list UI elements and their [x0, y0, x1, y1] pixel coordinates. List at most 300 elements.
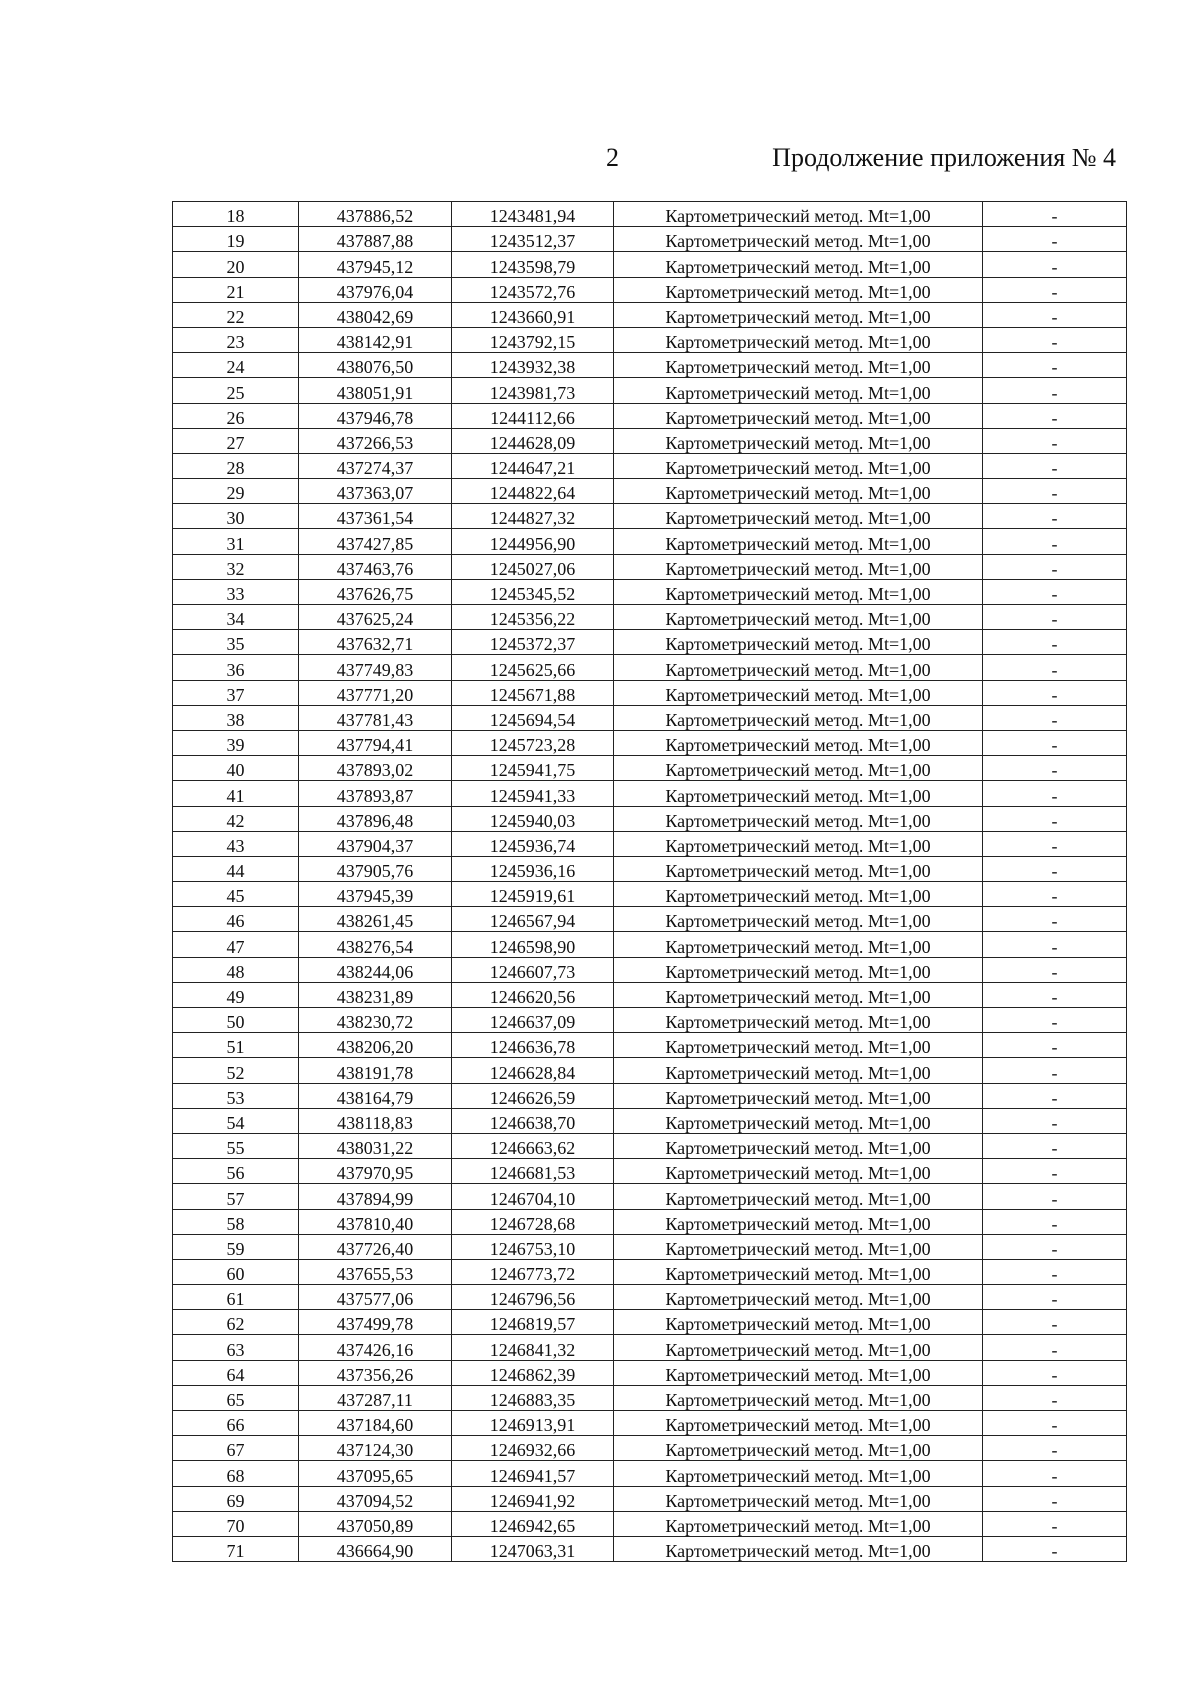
table-row [173, 1209, 1127, 1234]
y-coordinate-cell: 1246607,73 [452, 957, 614, 982]
method-cell: Картометрический метод. Mt=1,00 [614, 781, 983, 806]
x-coordinate-cell: 438042,69 [299, 302, 452, 327]
note-cell: - [983, 1536, 1127, 1561]
note-cell: - [983, 554, 1127, 579]
method-cell: Картометрический метод. Mt=1,00 [614, 227, 983, 252]
y-coordinate-cell: 1245936,74 [452, 831, 614, 856]
y-coordinate-cell: 1245625,66 [452, 655, 614, 680]
note-cell: - [983, 705, 1127, 730]
table-row [173, 1285, 1127, 1310]
point-number-cell: 52 [173, 1058, 299, 1083]
point-number-cell: 63 [173, 1335, 299, 1360]
method-cell: Картометрический метод. Mt=1,00 [614, 907, 983, 932]
note-cell: - [983, 1259, 1127, 1284]
method-cell: Картометрический метод. Mt=1,00 [614, 277, 983, 302]
note-cell: - [983, 856, 1127, 881]
note-cell: - [983, 277, 1127, 302]
note-cell: - [983, 529, 1127, 554]
point-number-cell: 34 [173, 605, 299, 630]
x-coordinate-cell: 437904,37 [299, 831, 452, 856]
method-cell: Картометрический метод. Mt=1,00 [614, 1184, 983, 1209]
y-coordinate-cell: 1245372,37 [452, 630, 614, 655]
method-cell: Картометрический метод. Mt=1,00 [614, 605, 983, 630]
point-number-cell: 65 [173, 1385, 299, 1410]
method-cell: Картометрический метод. Mt=1,00 [614, 856, 983, 881]
y-coordinate-cell: 1246819,57 [452, 1310, 614, 1335]
y-coordinate-cell: 1246841,32 [452, 1335, 614, 1360]
method-cell: Картометрический метод. Mt=1,00 [614, 453, 983, 478]
y-coordinate-cell: 1246598,90 [452, 932, 614, 957]
table-row [173, 982, 1127, 1007]
y-coordinate-cell: 1245940,03 [452, 806, 614, 831]
point-number-cell: 32 [173, 554, 299, 579]
method-cell: Картометрический метод. Mt=1,00 [614, 1511, 983, 1536]
y-coordinate-cell: 1246913,91 [452, 1411, 614, 1436]
point-number-cell: 41 [173, 781, 299, 806]
point-number-cell: 45 [173, 882, 299, 907]
method-cell: Картометрический метод. Mt=1,00 [614, 680, 983, 705]
y-coordinate-cell: 1244647,21 [452, 453, 614, 478]
y-coordinate-cell: 1246941,92 [452, 1486, 614, 1511]
point-number-cell: 26 [173, 403, 299, 428]
y-coordinate-cell: 1245027,06 [452, 554, 614, 579]
point-number-cell: 58 [173, 1209, 299, 1234]
method-cell: Картометрический метод. Mt=1,00 [614, 1385, 983, 1410]
point-number-cell: 30 [173, 504, 299, 529]
point-number-cell: 31 [173, 529, 299, 554]
point-number-cell: 48 [173, 957, 299, 982]
point-number-cell: 68 [173, 1461, 299, 1486]
note-cell: - [983, 1335, 1127, 1360]
note-cell: - [983, 1436, 1127, 1461]
page-number: 2 [606, 143, 619, 172]
x-coordinate-cell: 437945,39 [299, 882, 452, 907]
note-cell: - [983, 1083, 1127, 1108]
y-coordinate-cell: 1244112,66 [452, 403, 614, 428]
y-coordinate-cell: 1243981,73 [452, 378, 614, 403]
point-number-cell: 49 [173, 982, 299, 1007]
point-number-cell: 27 [173, 428, 299, 453]
point-number-cell: 20 [173, 252, 299, 277]
x-coordinate-cell: 437896,48 [299, 806, 452, 831]
y-coordinate-cell: 1245723,28 [452, 730, 614, 755]
table-row [173, 453, 1127, 478]
note-cell: - [983, 1033, 1127, 1058]
point-number-cell: 29 [173, 479, 299, 504]
y-coordinate-cell: 1245941,75 [452, 756, 614, 781]
note-cell: - [983, 479, 1127, 504]
point-number-cell: 62 [173, 1310, 299, 1335]
table-row [173, 1008, 1127, 1033]
note-cell: - [983, 655, 1127, 680]
y-coordinate-cell: 1243932,38 [452, 353, 614, 378]
note-cell: - [983, 1385, 1127, 1410]
y-coordinate-cell: 1243481,94 [452, 202, 614, 227]
x-coordinate-cell: 437781,43 [299, 705, 452, 730]
x-coordinate-cell: 438164,79 [299, 1083, 452, 1108]
method-cell: Картометрический метод. Mt=1,00 [614, 1335, 983, 1360]
method-cell: Картометрический метод. Mt=1,00 [614, 730, 983, 755]
x-coordinate-cell: 438191,78 [299, 1058, 452, 1083]
y-coordinate-cell: 1246941,57 [452, 1461, 614, 1486]
table-row [173, 932, 1127, 957]
x-coordinate-cell: 437893,87 [299, 781, 452, 806]
point-number-cell: 69 [173, 1486, 299, 1511]
x-coordinate-cell: 437794,41 [299, 730, 452, 755]
method-cell: Картометрический метод. Mt=1,00 [614, 882, 983, 907]
y-coordinate-cell: 1243598,79 [452, 252, 614, 277]
x-coordinate-cell: 437426,16 [299, 1335, 452, 1360]
point-number-cell: 42 [173, 806, 299, 831]
point-number-cell: 54 [173, 1108, 299, 1133]
method-cell: Картометрический метод. Mt=1,00 [614, 1033, 983, 1058]
x-coordinate-cell: 437363,07 [299, 479, 452, 504]
y-coordinate-cell: 1246942,65 [452, 1511, 614, 1536]
note-cell: - [983, 1108, 1127, 1133]
point-number-cell: 35 [173, 630, 299, 655]
x-coordinate-cell: 437887,88 [299, 227, 452, 252]
method-cell: Картометрический метод. Mt=1,00 [614, 1461, 983, 1486]
y-coordinate-cell: 1244822,64 [452, 479, 614, 504]
x-coordinate-cell: 438244,06 [299, 957, 452, 982]
table-row [173, 252, 1127, 277]
note-cell: - [983, 781, 1127, 806]
method-cell: Картометрический метод. Mt=1,00 [614, 1436, 983, 1461]
y-coordinate-cell: 1245694,54 [452, 705, 614, 730]
page-title: Продолжение приложения № 4 [772, 143, 1116, 172]
method-cell: Картометрический метод. Mt=1,00 [614, 428, 983, 453]
y-coordinate-cell: 1246628,84 [452, 1058, 614, 1083]
table-row [173, 1184, 1127, 1209]
x-coordinate-cell: 438230,72 [299, 1008, 452, 1033]
y-coordinate-cell: 1245941,33 [452, 781, 614, 806]
method-cell: Картометрический метод. Mt=1,00 [614, 1083, 983, 1108]
note-cell: - [983, 504, 1127, 529]
method-cell: Картометрический метод. Mt=1,00 [614, 705, 983, 730]
point-number-cell: 18 [173, 202, 299, 227]
y-coordinate-cell: 1246704,10 [452, 1184, 614, 1209]
x-coordinate-cell: 438142,91 [299, 327, 452, 352]
y-coordinate-cell: 1243660,91 [452, 302, 614, 327]
x-coordinate-cell: 437626,75 [299, 579, 452, 604]
note-cell: - [983, 403, 1127, 428]
note-cell: - [983, 882, 1127, 907]
x-coordinate-cell: 438076,50 [299, 353, 452, 378]
note-cell: - [983, 605, 1127, 630]
y-coordinate-cell: 1246638,70 [452, 1108, 614, 1133]
method-cell: Картометрический метод. Mt=1,00 [614, 353, 983, 378]
note-cell: - [983, 1058, 1127, 1083]
y-coordinate-cell: 1246626,59 [452, 1083, 614, 1108]
point-number-cell: 38 [173, 705, 299, 730]
table-row [173, 680, 1127, 705]
x-coordinate-cell: 437094,52 [299, 1486, 452, 1511]
point-number-cell: 56 [173, 1159, 299, 1184]
point-number-cell: 53 [173, 1083, 299, 1108]
table-row [173, 1159, 1127, 1184]
note-cell: - [983, 957, 1127, 982]
table-row [173, 781, 1127, 806]
point-number-cell: 21 [173, 277, 299, 302]
method-cell: Картометрический метод. Mt=1,00 [614, 554, 983, 579]
x-coordinate-cell: 437124,30 [299, 1436, 452, 1461]
table-row [173, 1486, 1127, 1511]
point-number-cell: 37 [173, 680, 299, 705]
table-row [173, 1310, 1127, 1335]
x-coordinate-cell: 438031,22 [299, 1133, 452, 1158]
note-cell: - [983, 378, 1127, 403]
method-cell: Картометрический метод. Mt=1,00 [614, 378, 983, 403]
table-row [173, 1033, 1127, 1058]
table-row [173, 227, 1127, 252]
table-row [173, 403, 1127, 428]
note-cell: - [983, 1008, 1127, 1033]
x-coordinate-cell: 437427,85 [299, 529, 452, 554]
note-cell: - [983, 1234, 1127, 1259]
x-coordinate-cell: 437274,37 [299, 453, 452, 478]
table-row [173, 428, 1127, 453]
note-cell: - [983, 1285, 1127, 1310]
method-cell: Картометрический метод. Mt=1,00 [614, 1285, 983, 1310]
method-cell: Картометрический метод. Mt=1,00 [614, 1234, 983, 1259]
y-coordinate-cell: 1246773,72 [452, 1259, 614, 1284]
point-number-cell: 19 [173, 227, 299, 252]
table-row [173, 856, 1127, 881]
y-coordinate-cell: 1243572,76 [452, 277, 614, 302]
x-coordinate-cell: 437499,78 [299, 1310, 452, 1335]
y-coordinate-cell: 1246663,62 [452, 1133, 614, 1158]
note-cell: - [983, 1209, 1127, 1234]
table-row [173, 705, 1127, 730]
x-coordinate-cell: 438261,45 [299, 907, 452, 932]
method-cell: Картометрический метод. Mt=1,00 [614, 1360, 983, 1385]
y-coordinate-cell: 1243512,37 [452, 227, 614, 252]
x-coordinate-cell: 438206,20 [299, 1033, 452, 1058]
point-number-cell: 33 [173, 579, 299, 604]
x-coordinate-cell: 437050,89 [299, 1511, 452, 1536]
note-cell: - [983, 730, 1127, 755]
x-coordinate-cell: 437655,53 [299, 1259, 452, 1284]
y-coordinate-cell: 1245345,52 [452, 579, 614, 604]
x-coordinate-cell: 437625,24 [299, 605, 452, 630]
method-cell: Картометрический метод. Mt=1,00 [614, 479, 983, 504]
note-cell: - [983, 1360, 1127, 1385]
y-coordinate-cell: 1246636,78 [452, 1033, 614, 1058]
point-number-cell: 66 [173, 1411, 299, 1436]
x-coordinate-cell: 438231,89 [299, 982, 452, 1007]
x-coordinate-cell: 437970,95 [299, 1159, 452, 1184]
x-coordinate-cell: 437976,04 [299, 277, 452, 302]
x-coordinate-cell: 437095,65 [299, 1461, 452, 1486]
method-cell: Картометрический метод. Mt=1,00 [614, 403, 983, 428]
method-cell: Картометрический метод. Mt=1,00 [614, 655, 983, 680]
table-row [173, 756, 1127, 781]
note-cell: - [983, 1133, 1127, 1158]
table-row [173, 554, 1127, 579]
point-number-cell: 57 [173, 1184, 299, 1209]
y-coordinate-cell: 1246883,35 [452, 1385, 614, 1410]
note-cell: - [983, 1461, 1127, 1486]
table-row [173, 806, 1127, 831]
table-row [173, 1436, 1127, 1461]
y-coordinate-cell: 1247063,31 [452, 1536, 614, 1561]
table-row [173, 504, 1127, 529]
method-cell: Картометрический метод. Mt=1,00 [614, 1209, 983, 1234]
table-row [173, 730, 1127, 755]
note-cell: - [983, 1310, 1127, 1335]
note-cell: - [983, 756, 1127, 781]
x-coordinate-cell: 436664,90 [299, 1536, 452, 1561]
note-cell: - [983, 680, 1127, 705]
x-coordinate-cell: 437749,83 [299, 655, 452, 680]
y-coordinate-cell: 1246728,68 [452, 1209, 614, 1234]
table-row [173, 1461, 1127, 1486]
table-row [173, 630, 1127, 655]
note-cell: - [983, 252, 1127, 277]
x-coordinate-cell: 437726,40 [299, 1234, 452, 1259]
x-coordinate-cell: 437886,52 [299, 202, 452, 227]
x-coordinate-cell: 438118,83 [299, 1108, 452, 1133]
note-cell: - [983, 327, 1127, 352]
method-cell: Картометрический метод. Mt=1,00 [614, 202, 983, 227]
method-cell: Картометрический метод. Mt=1,00 [614, 1159, 983, 1184]
table-row [173, 579, 1127, 604]
x-coordinate-cell: 437810,40 [299, 1209, 452, 1234]
table-row [173, 529, 1127, 554]
method-cell: Картометрический метод. Mt=1,00 [614, 831, 983, 856]
method-cell: Картометрический метод. Mt=1,00 [614, 1536, 983, 1561]
y-coordinate-cell: 1245356,22 [452, 605, 614, 630]
note-cell: - [983, 1511, 1127, 1536]
method-cell: Картометрический метод. Mt=1,00 [614, 630, 983, 655]
method-cell: Картометрический метод. Mt=1,00 [614, 529, 983, 554]
method-cell: Картометрический метод. Mt=1,00 [614, 756, 983, 781]
table-row [173, 479, 1127, 504]
point-number-cell: 23 [173, 327, 299, 352]
note-cell: - [983, 907, 1127, 932]
point-number-cell: 64 [173, 1360, 299, 1385]
x-coordinate-cell: 437946,78 [299, 403, 452, 428]
table-row [173, 327, 1127, 352]
table-row [173, 1083, 1127, 1108]
point-number-cell: 50 [173, 1008, 299, 1033]
method-cell: Картометрический метод. Mt=1,00 [614, 982, 983, 1007]
y-coordinate-cell: 1246681,53 [452, 1159, 614, 1184]
x-coordinate-cell: 437463,76 [299, 554, 452, 579]
table-row [173, 1511, 1127, 1536]
x-coordinate-cell: 437184,60 [299, 1411, 452, 1436]
x-coordinate-cell: 437905,76 [299, 856, 452, 881]
point-number-cell: 25 [173, 378, 299, 403]
method-cell: Картометрический метод. Mt=1,00 [614, 1411, 983, 1436]
note-cell: - [983, 630, 1127, 655]
method-cell: Картометрический метод. Mt=1,00 [614, 957, 983, 982]
point-number-cell: 43 [173, 831, 299, 856]
note-cell: - [983, 1184, 1127, 1209]
point-number-cell: 46 [173, 907, 299, 932]
table-row [173, 831, 1127, 856]
note-cell: - [983, 428, 1127, 453]
point-number-cell: 36 [173, 655, 299, 680]
note-cell: - [983, 806, 1127, 831]
table-row [173, 1335, 1127, 1360]
table-row [173, 1234, 1127, 1259]
point-number-cell: 60 [173, 1259, 299, 1284]
table-row [173, 302, 1127, 327]
method-cell: Картометрический метод. Mt=1,00 [614, 1058, 983, 1083]
point-number-cell: 71 [173, 1536, 299, 1561]
table-row [173, 1058, 1127, 1083]
y-coordinate-cell: 1246567,94 [452, 907, 614, 932]
point-number-cell: 28 [173, 453, 299, 478]
table-row [173, 1411, 1127, 1436]
point-number-cell: 55 [173, 1133, 299, 1158]
note-cell: - [983, 1411, 1127, 1436]
method-cell: Картометрический метод. Mt=1,00 [614, 806, 983, 831]
note-cell: - [983, 982, 1127, 1007]
table-row [173, 1133, 1127, 1158]
method-cell: Картометрический метод. Mt=1,00 [614, 302, 983, 327]
point-number-cell: 47 [173, 932, 299, 957]
x-coordinate-cell: 437356,26 [299, 1360, 452, 1385]
table-row [173, 1360, 1127, 1385]
x-coordinate-cell: 437894,99 [299, 1184, 452, 1209]
table-row [173, 655, 1127, 680]
x-coordinate-cell: 437893,02 [299, 756, 452, 781]
y-coordinate-cell: 1243792,15 [452, 327, 614, 352]
note-cell: - [983, 1159, 1127, 1184]
x-coordinate-cell: 438051,91 [299, 378, 452, 403]
y-coordinate-cell: 1246637,09 [452, 1008, 614, 1033]
y-coordinate-cell: 1245936,16 [452, 856, 614, 881]
method-cell: Картометрический метод. Mt=1,00 [614, 1259, 983, 1284]
y-coordinate-cell: 1246753,10 [452, 1234, 614, 1259]
y-coordinate-cell: 1245919,61 [452, 882, 614, 907]
point-number-cell: 67 [173, 1436, 299, 1461]
method-cell: Картометрический метод. Mt=1,00 [614, 1486, 983, 1511]
method-cell: Картометрический метод. Mt=1,00 [614, 1108, 983, 1133]
x-coordinate-cell: 437287,11 [299, 1385, 452, 1410]
y-coordinate-cell: 1244628,09 [452, 428, 614, 453]
y-coordinate-cell: 1245671,88 [452, 680, 614, 705]
note-cell: - [983, 302, 1127, 327]
point-number-cell: 40 [173, 756, 299, 781]
method-cell: Картометрический метод. Mt=1,00 [614, 932, 983, 957]
table-row [173, 1259, 1127, 1284]
table-row [173, 277, 1127, 302]
note-cell: - [983, 1486, 1127, 1511]
note-cell: - [983, 202, 1127, 227]
point-number-cell: 44 [173, 856, 299, 881]
y-coordinate-cell: 1246862,39 [452, 1360, 614, 1385]
point-number-cell: 22 [173, 302, 299, 327]
table-row [173, 1536, 1127, 1561]
method-cell: Картометрический метод. Mt=1,00 [614, 504, 983, 529]
point-number-cell: 70 [173, 1511, 299, 1536]
point-number-cell: 39 [173, 730, 299, 755]
method-cell: Картометрический метод. Mt=1,00 [614, 1133, 983, 1158]
coordinates-table [172, 201, 1127, 1562]
method-cell: Картометрический метод. Mt=1,00 [614, 252, 983, 277]
point-number-cell: 24 [173, 353, 299, 378]
point-number-cell: 59 [173, 1234, 299, 1259]
table-row [173, 353, 1127, 378]
point-number-cell: 61 [173, 1285, 299, 1310]
note-cell: - [983, 353, 1127, 378]
x-coordinate-cell: 437361,54 [299, 504, 452, 529]
method-cell: Картометрический метод. Mt=1,00 [614, 1310, 983, 1335]
note-cell: - [983, 227, 1127, 252]
